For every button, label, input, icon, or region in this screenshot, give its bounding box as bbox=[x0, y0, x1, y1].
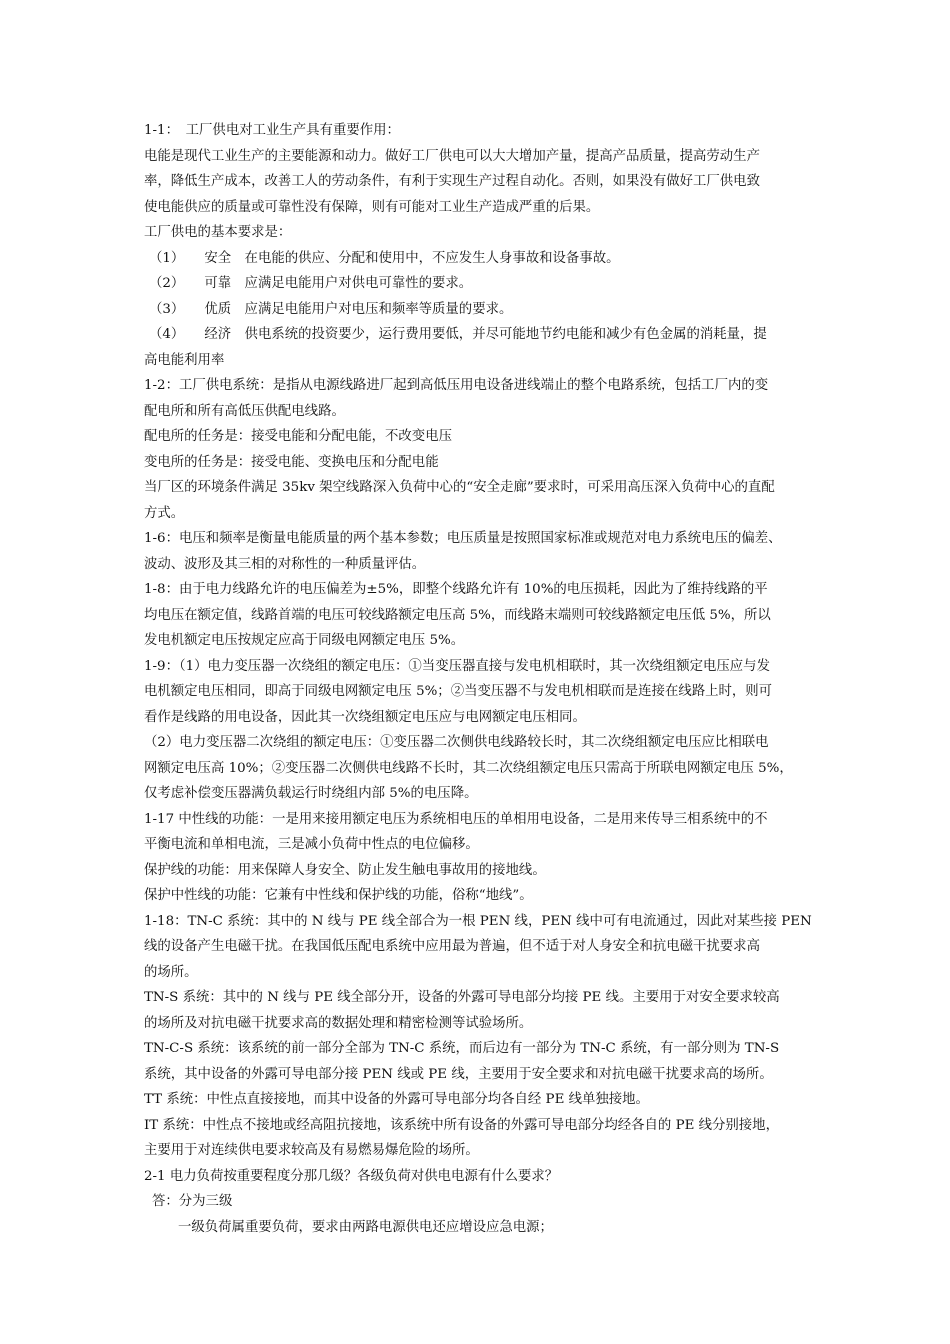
list-item: （1） 安全 在电能的供应、分配和使用中，不应发生人身事故和设备事故。 bbox=[149, 250, 620, 266]
list-item: （2） 可靠 应满足电能用户对供电可靠性的要求。 bbox=[149, 276, 473, 291]
text-line: 配电所的任务是：接受电能和分配电能，不改变电压 bbox=[144, 429, 452, 444]
text-line: 保护中性线的功能：它兼有中性线和保护线的功能，俗称“地线”。 bbox=[144, 888, 533, 903]
text-line: TT 系统：中性点直接接地，而其中设备的外露可导电部分均各自经 PE 线单独接地。 bbox=[144, 1092, 649, 1107]
text-line: 1-6：电压和频率是衡量电能质量的两个基本参数；电压质量是按照国家标准或规范对电力系统电压的偏差、 bbox=[144, 531, 782, 546]
question-line: 2-1 电力负荷按重要程度分那几级？各级负荷对供电电源有什么要求？ bbox=[144, 1168, 559, 1184]
text-line: 变电所的任务是：接受电能、变换电压和分配电能 bbox=[144, 454, 439, 470]
text-line: 方式。 bbox=[144, 505, 185, 521]
text-line: 的场所。 bbox=[144, 964, 198, 980]
text-line: 仅考虑补偿变压器满负载运行时绕组内部 5%的电压降。 bbox=[144, 786, 478, 801]
text-line: 看作是线路的用电设备，因此其一次绕组额定电压应与电网额定电压相同。 bbox=[144, 709, 586, 725]
list-item: （4） 经济 供电系统的投资要少，运行费用要低，并尽可能地节约电能和减少有色金属的消耗量，提 bbox=[149, 327, 767, 342]
text-line: 发电机额定电压按规定应高于同级电网额定电压 5%。 bbox=[144, 633, 465, 648]
text-line: 配电所和所有高低压供配电线路。 bbox=[144, 403, 345, 419]
text-line: 1-17 中性线的功能：一是用来接用额定电压为系统相电压的单相用电设备，二是用来传导三相系统中的不 bbox=[144, 811, 768, 827]
text-line: 系统，其中设备的外露可导电部分接 PEN 线或 PE 线，主要用于安全要求和对抗电磁干扰要求高的场所。 bbox=[144, 1066, 773, 1082]
text-line: 平衡电流和单相电流，三是减小负荷中性点的电位偏移。 bbox=[144, 837, 479, 852]
text-line: 率，降低生产成本，改善工人的劳动条件，有利于实现生产过程自动化。否则，如果没有做好工厂供电致 bbox=[144, 174, 760, 189]
text-line: 保护线的功能：用来保障人身安全、防止发生触电事故用的接地线。 bbox=[144, 862, 546, 878]
text-line: 当厂区的环境条件满足 35kv 架空线路深入负荷中心的“安全走廊”要求时，可采用高压深入负荷中心的直配 bbox=[144, 480, 775, 495]
text-line: 使电能供应的质量或可靠性没有保障，则有可能对工业生产造成严重的后果。 bbox=[144, 199, 600, 215]
text-line: 均电压在额定值，线路首端的电压可较线路额定电压高 5%，而线路末端则可较线路额定电压低 5%，所以 bbox=[144, 607, 771, 623]
answer-line: 一级负荷属重要负荷，要求由两路电源供电还应增设应急电源； bbox=[178, 1219, 553, 1235]
answer-line: 答：分为三级 bbox=[152, 1194, 233, 1209]
text-line: TN-C-S 系统：该系统的前一部分全部为 TN-C 系统，而后边有一部分为 TN-C 系统，有一部分则为 TN-S bbox=[144, 1041, 780, 1056]
text-line: 1-1： 工厂供电对工业生产具有重要作用： bbox=[144, 123, 400, 138]
text-line: （2）电力变压器二次绕组的额定电压：①变压器二次侧供电线路较长时，其二次绕组额定电压应比相联电 bbox=[144, 735, 769, 750]
text-line: 1-18：TN-C 系统：其中的 N 线与 PE 线全部合为一根 PEN 线，PEN 线中可有电流通过，因此对某些接 PEN bbox=[144, 913, 812, 929]
list-item: （3） 优质 应满足电能用户对电压和频率等质量的要求。 bbox=[149, 301, 513, 317]
text-line: 电机额定电压相同，即高于同级电网额定电压 5%；②当变压器不与发电机相联而是连接在线路上时，则可 bbox=[144, 684, 773, 699]
text-line: 工厂供电的基本要求是： bbox=[144, 225, 292, 240]
text-line: 1-9：（1）电力变压器一次绕组的额定电压：①当变压器直接与发电机相联时，其一次绕组额定电压应与发 bbox=[144, 658, 770, 674]
text-line: 网额定电压高 10%；②变压器二次侧供电线路不长时，其二次绕组额定电压只需高于所联电网额定电压 5%， bbox=[144, 760, 793, 776]
text-line: 1-2：工厂供电系统：是指从电源线路进厂起到高低压用电设备进线端止的整个电路系统，包括工厂内的变 bbox=[144, 378, 769, 393]
text-line: 波动、波形及其三相的对称性的一种质量评估。 bbox=[144, 556, 426, 572]
text-line: 线的设备产生电磁干扰。在我国低压配电系统中应用最为普遍，但不适于对人身安全和抗电磁干扰要求高 bbox=[144, 939, 760, 954]
text-line: 的场所及对抗电磁干扰要求高的数据处理和精密检测等试验场所。 bbox=[144, 1015, 533, 1031]
text-line: 主要用于对连续供电要求较高及有易燃易爆危险的场所。 bbox=[144, 1143, 479, 1158]
text-line: TN-S 系统：其中的 N 线与 PE 线全部分开，设备的外露可导电部分均接 PE 线。主要用于对安全要求较高 bbox=[144, 990, 780, 1005]
text-line: 电能是现代工业生产的主要能源和动力。做好工厂供电可以大大增加产量，提高产品质量，提高劳动生产 bbox=[144, 148, 760, 164]
text-line: 1-8：由于电力线路允许的电压偏差为±5%，即整个线路允许有 10%的电压损耗，因此为了维持线路的平 bbox=[144, 582, 768, 597]
text-line: IT 系统：中性点不接地或经高阻抗接地，该系统中所有设备的外露可导电部分均经各自的 PE 线分别接地， bbox=[144, 1117, 779, 1133]
document-body bbox=[144, 118, 812, 1240]
text-line: 高电能利用率 bbox=[144, 352, 225, 368]
